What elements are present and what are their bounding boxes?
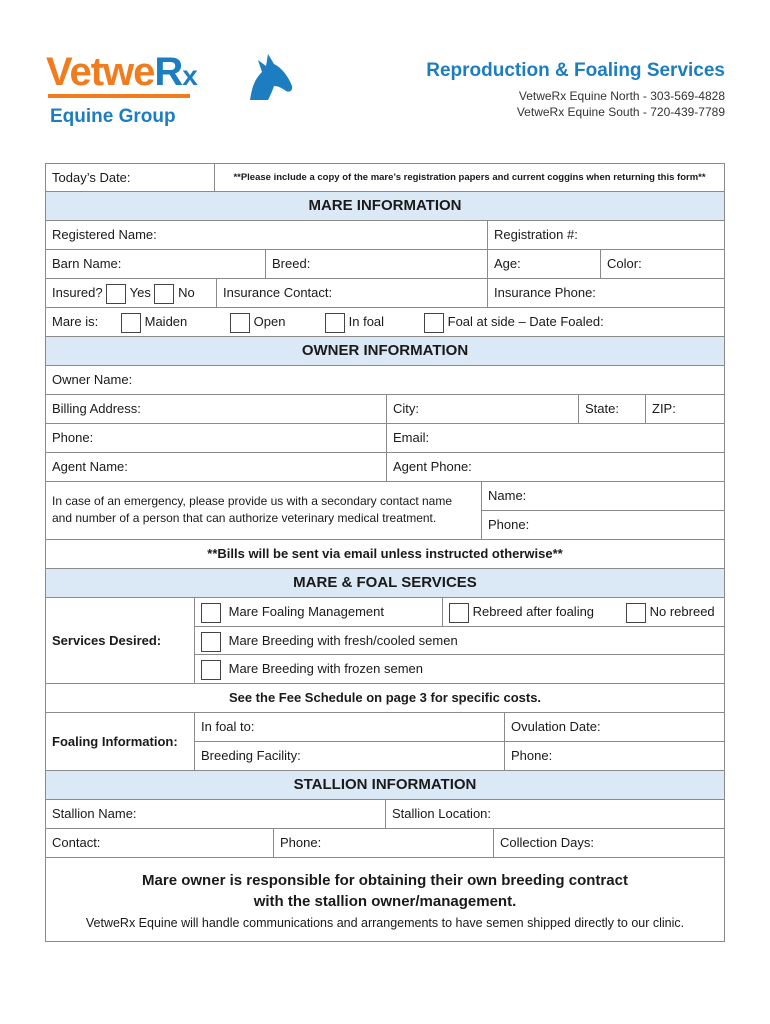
- foal-at-side-checkbox[interactable]: [424, 313, 444, 333]
- responsibility-note: [45, 858, 725, 942]
- intake-form: [45, 163, 725, 942]
- mare-status-group: [46, 308, 724, 336]
- owner-name-field[interactable]: Owner Name:: [52, 372, 133, 387]
- breeding-fresh-option[interactable]: Mare Breeding with fresh/cooled semen: [194, 627, 724, 655]
- owner-row-2: [45, 395, 725, 424]
- mare-info-heading: MARE INFORMATION: [45, 192, 725, 221]
- insurance-phone-field[interactable]: Insurance Phone:: [487, 279, 724, 307]
- registration-note: **Please include a copy of the mare’s registration papers and current coggins when returning this form**: [214, 164, 724, 191]
- logo-underline: [48, 94, 190, 98]
- foal-at-side-label: Foal at side – Date Foaled:: [447, 314, 604, 329]
- state-field[interactable]: State:: [578, 395, 645, 423]
- stallion-phone-field[interactable]: Phone:: [273, 829, 493, 857]
- breeding-frozen-option[interactable]: Mare Breeding with frozen semen: [194, 655, 724, 683]
- owner-row-3: [45, 424, 725, 453]
- insured-yes-label: Yes: [129, 285, 151, 300]
- insured-label: Insured?: [52, 285, 103, 300]
- mare-row-1: [45, 221, 725, 250]
- responsibility-heading: Mare owner is responsible for obtaining their own breeding contract with the stallion owner/management.: [142, 872, 628, 910]
- billing-address-field[interactable]: Billing Address:: [52, 401, 141, 416]
- barn-name-field[interactable]: Barn Name:: [52, 256, 122, 271]
- emergency-row: [45, 482, 725, 540]
- open-checkbox[interactable]: [230, 313, 250, 333]
- foaling-info-block: [45, 713, 725, 771]
- emergency-phone-field[interactable]: Phone:: [481, 511, 724, 539]
- in-foal-checkbox[interactable]: [325, 313, 345, 333]
- foaling-management-checkbox[interactable]: [201, 603, 221, 623]
- location-north: VetweRx Equine North - 303-569-4828: [518, 89, 725, 103]
- no-rebreed-checkbox[interactable]: [626, 603, 646, 623]
- insurance-contact-field[interactable]: Insurance Contact:: [216, 279, 487, 307]
- mare-is-label: Mare is:: [52, 314, 99, 329]
- in-foal-to-field[interactable]: In foal to:: [194, 713, 504, 742]
- in-foal-label: In foal: [348, 314, 385, 329]
- maiden-checkbox[interactable]: [121, 313, 141, 333]
- stallion-location-field[interactable]: Stallion Location:: [385, 800, 724, 828]
- zip-field[interactable]: ZIP:: [645, 395, 724, 423]
- registration-number-field[interactable]: Registration #:: [487, 221, 724, 249]
- owner-info-heading: OWNER INFORMATION: [45, 337, 725, 366]
- owner-row-1: [45, 366, 725, 395]
- age-field[interactable]: Age:: [487, 250, 600, 278]
- fee-schedule-note: See the Fee Schedule on page 3 for specific costs.: [45, 684, 725, 713]
- services-heading: MARE & FOAL SERVICES: [45, 569, 725, 598]
- insured-yes-checkbox[interactable]: [106, 284, 126, 304]
- maiden-label: Maiden: [144, 314, 188, 329]
- todays-date-field[interactable]: Today’s Date:: [52, 170, 131, 185]
- facility-phone-field[interactable]: Phone:: [504, 742, 724, 770]
- page-title: Reproduction & Foaling Services: [426, 60, 725, 81]
- date-row: [45, 163, 725, 192]
- foaling-management-option[interactable]: Mare Foaling Management: [194, 598, 442, 627]
- ovulation-date-field[interactable]: Ovulation Date:: [504, 713, 724, 742]
- logo-wordmark: VetweRx: [46, 50, 197, 94]
- foaling-info-label: Foaling Information:: [52, 734, 178, 749]
- shipping-note: VetweRx Equine will handle communications and arrangements to have semen shipped directly to our clinic.: [85, 916, 685, 930]
- emergency-name-field[interactable]: Name:: [481, 482, 724, 511]
- owner-row-4: [45, 453, 725, 482]
- registered-name-field[interactable]: Registered Name:: [52, 227, 157, 242]
- agent-name-field[interactable]: Agent Name:: [52, 459, 128, 474]
- owner-phone-field[interactable]: Phone:: [52, 430, 94, 445]
- insured-no-checkbox[interactable]: [154, 284, 174, 304]
- rebreed-checkbox[interactable]: [449, 603, 469, 623]
- email-field[interactable]: Email:: [386, 424, 724, 452]
- breeding-frozen-checkbox[interactable]: [201, 660, 221, 680]
- stallion-info-heading: STALLION INFORMATION: [45, 771, 725, 800]
- breeding-fresh-checkbox[interactable]: [201, 632, 221, 652]
- city-field[interactable]: City:: [386, 395, 578, 423]
- horse-head-icon: [232, 50, 294, 102]
- services-desired-label: Services Desired:: [52, 633, 162, 648]
- stallion-contact-field[interactable]: Contact:: [52, 835, 101, 850]
- location-south: VetweRx Equine South - 720-439-7789: [516, 105, 725, 119]
- breed-field[interactable]: Breed:: [265, 250, 487, 278]
- mare-row-2: [45, 250, 725, 279]
- open-label: Open: [253, 314, 286, 329]
- emergency-instructions: In case of an emergency, please provide us with a secondary contact name and number of a person that can authorize veterinary medical treatment.: [52, 494, 453, 525]
- bills-note: **Bills will be sent via email unless instructed otherwise**: [45, 540, 725, 569]
- services-desired-block: [45, 598, 725, 684]
- mare-row-3: [45, 279, 725, 308]
- stallion-name-field[interactable]: Stallion Name:: [52, 806, 137, 821]
- collection-days-field[interactable]: Collection Days:: [493, 829, 724, 857]
- agent-phone-field[interactable]: Agent Phone:: [386, 453, 724, 481]
- stallion-row-1: [45, 800, 725, 829]
- insured-no-label: No: [178, 285, 195, 300]
- mare-row-4: [45, 308, 725, 337]
- breeding-facility-field[interactable]: Breeding Facility:: [194, 742, 504, 770]
- no-rebreed-option[interactable]: No rebreed: [620, 598, 724, 627]
- color-field[interactable]: Color:: [600, 250, 724, 278]
- logo: [46, 48, 266, 132]
- logo-subtitle: Equine Group: [50, 106, 176, 127]
- stallion-row-2: [45, 829, 725, 858]
- insured-group: [46, 279, 216, 307]
- rebreed-option[interactable]: Rebreed after foaling: [442, 598, 620, 627]
